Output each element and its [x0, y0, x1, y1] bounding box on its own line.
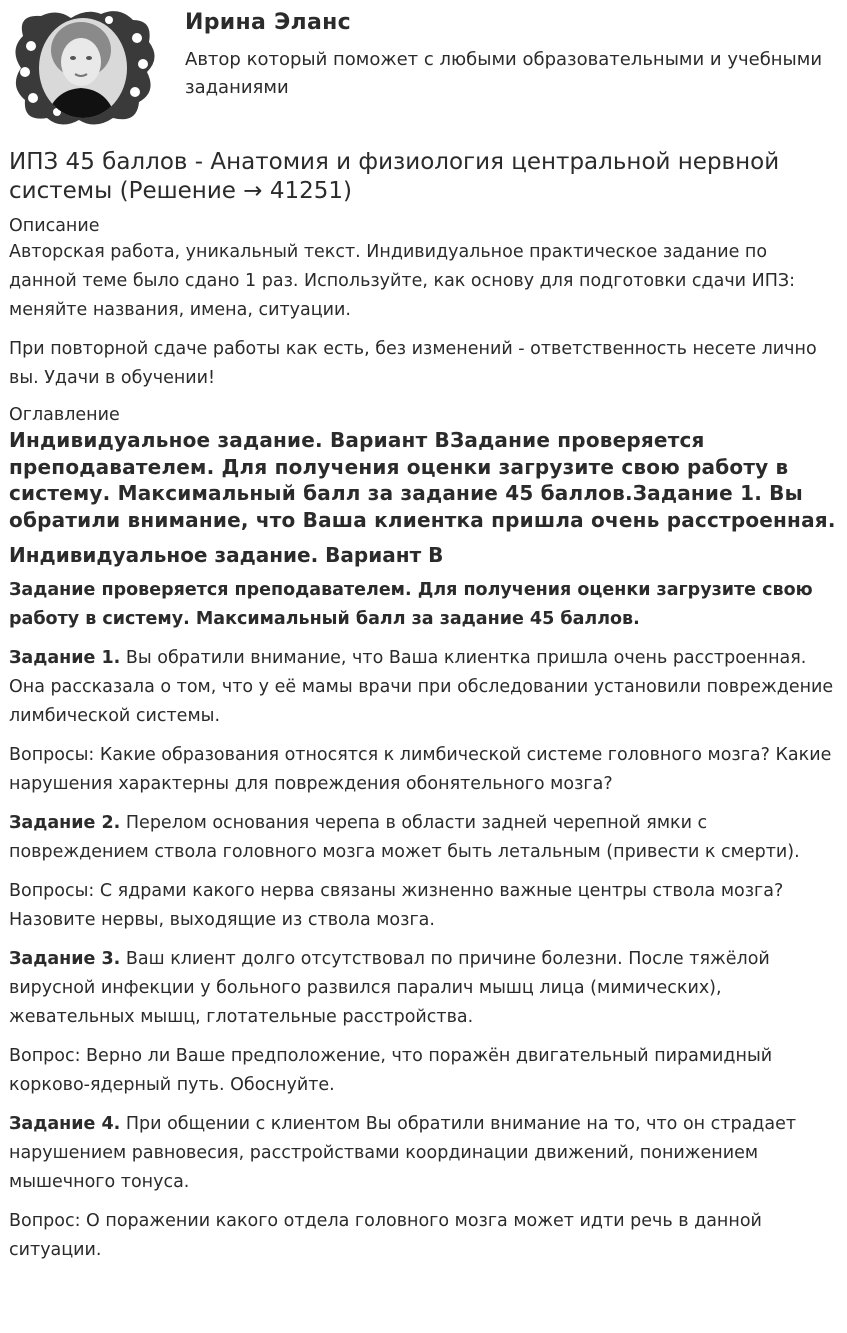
description-paragraph: Авторская работа, уникальный текст. Индивидуальное практическое задание по данной теме было сдано 1 раз. Используйте, как основу для подготовки сдачи ИПЗ: меняйте названия, имена, ситуации.: [9, 242, 795, 320]
task-lead: Задание проверяется преподавателем. Для получения оценки загрузите свою работу в систему. Максимальный балл за задание 45 баллов.: [9, 580, 813, 629]
task-label: Задание 2.: [9, 813, 121, 833]
description-paragraph: При повторной сдаче работы как есть, без изменений - ответственность несете лично вы. Удачи в обучении!: [9, 339, 817, 388]
task-label: Задание 1.: [9, 648, 121, 668]
toc-label: Оглавление: [9, 405, 120, 425]
task-text: Перелом основания черепа в области задней черепной ямки с повреждением ствола головного мозга может быть летальным (привести к смерти).: [9, 813, 800, 862]
task-3: [9, 945, 837, 1032]
task-2: [9, 809, 837, 867]
author-card: [9, 0, 837, 130]
author-avatar: [9, 6, 161, 128]
task-1-question: Вопросы: Какие образования относятся к лимбической системе головного мозга? Какие нарушения характерны для повреждения обонятельного мозга?: [9, 745, 832, 794]
author-description: Автор который поможет с любыми образовательными и учебными заданиями: [185, 49, 823, 98]
toc-heading: Индивидуальное задание. Вариант ВЗадание проверяется преподавателем. Для получения оценки загрузите свою работу в систему. Максимальный балл за задание 45 баллов.Задание 1. Вы обратили внимание, что Ваша клиентка пришла очень расстроенная.: [9, 428, 836, 532]
avatar-frame-icon: [9, 6, 161, 128]
task-label: Задание 3.: [9, 949, 121, 969]
task-text: Ваш клиент долго отсутствовал по причине болезни. После тяжёлой вирусной инфекции у больного развился паралич мышц лица (мимических), жевательных мышц, глотательные расстройства.: [9, 949, 770, 1027]
page-title: ИПЗ 45 баллов - Анатомия и физиология центральной нервной системы (Решение → 41251): [9, 149, 780, 204]
variant-title: Индивидуальное задание. Вариант В: [9, 543, 444, 567]
description-label: Описание: [9, 216, 100, 236]
task-text: При общении с клиентом Вы обратили внимание на то, что он страдает нарушением равновесия, расстройствами координации движений, понижением мышечного тонуса.: [9, 1114, 797, 1192]
task-text: Вы обратили внимание, что Ваша клиентка пришла очень расстроенная. Она рассказала о том, что у её мамы врачи при обследовании установили повреждение лимбической системы.: [9, 648, 834, 726]
task-label: Задание 4.: [9, 1114, 121, 1134]
author-name[interactable]: Ирина Эланс: [185, 10, 351, 35]
task-4-question: Вопрос: О поражении какого отдела головного мозга может идти речь в данной ситуации.: [9, 1211, 762, 1260]
task-1: [9, 644, 837, 731]
task-3-question: Вопрос: Верно ли Ваше предположение, что поражён двигательный пирамидный корково-ядерный путь. Обоснуйте.: [9, 1046, 773, 1095]
task-4: [9, 1110, 837, 1197]
task-2-question: Вопросы: С ядрами какого нерва связаны жизненно важные центры ствола мозга? Назовите нервы, выходящие из ствола мозга.: [9, 881, 784, 930]
author-info: [185, 8, 837, 102]
